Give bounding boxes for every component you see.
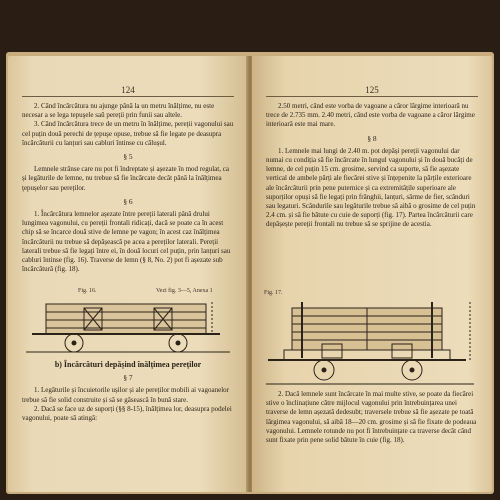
header-rule-left bbox=[22, 96, 234, 97]
figure-reference: Vezi fig. 3—5, Anexa 1 bbox=[156, 288, 213, 294]
figure-label: Fig. 16. bbox=[78, 288, 97, 294]
right-page bbox=[252, 56, 492, 492]
wagon-figure-17 bbox=[262, 300, 482, 386]
right-page-body-lower bbox=[266, 390, 478, 445]
section-marker: § 5 bbox=[123, 152, 133, 162]
left-page-body-lower bbox=[22, 358, 234, 423]
left-page bbox=[8, 56, 248, 492]
section-marker: § 6 bbox=[123, 196, 133, 206]
figure-label: Fig. 17. bbox=[264, 290, 283, 296]
page-number-left: 124 bbox=[121, 85, 135, 95]
wagon-figure-16 bbox=[22, 296, 234, 354]
page-number-right: 125 bbox=[365, 85, 379, 95]
section-marker: § 7 bbox=[123, 373, 133, 383]
paragraph: 1. Încărcătura lemnelor așezate între pereții laterali până drului lungimea vagonului, cu pereții frontali ridicați, dacă se poate ca în acest chip să se încarce două stive de lemne pe vagon; în acest caz înălțimea încărcăturii nu trebue să depășească pe acea a pereților laterali. Pereții laterali trebue să fie legați între ei, în două locuri cel puțin, prin lanțuri sau cabluri întinse (fig. 16). Traverse de lemn (§ 8, No. 2) pot fi așezate sub încărcătură (fig. 18). bbox=[22, 210, 231, 274]
paragraph: 3. Când încărcătura trece de un metru în înălțime, pereții vagonului sau cel puțin două perechi de țepuşe opuse, trebue să fie legate pe deasupra încărcăturii cu lanțuri sau cabluri întinse cu călușul. bbox=[22, 120, 234, 147]
paragraph: Lemnele strânse care nu pot fi îndreptate și așezate în mod regulat, ca și legăturile de lemne, nu trebue să fie încărcate decât până la înălțimea ţepușelor sau pereților. bbox=[22, 165, 229, 192]
paragraph: 1. Lemnele mai lungi de 2.40 m. pot depăși pereții vagonului dar numai cu condiția să fie încărcate în lungul vagonului și în două bucăți de lemne, de cel puțin 15 cm. grosime, servind ca suporte, să fie așezate vertical de ambele părți ale fiecărei stive și înțepenite la părțile exterioare ale încărcăturii prin pene puternice și ca extremitățile superioare ale suporților opuși să fie legați prin frânghii, lanțuri, sârme de fier, scânduri sau legaturi. Scândurile sau legăturile trebue să aibă o grosime de cel puțin 2.4 cm. și să fie bătute cu cuie de suporți (fig. 17). Partea încărcăturii care depășește pereții frontali nu trebue să se sprijine de acestia. bbox=[266, 146, 476, 229]
section-heading: b) Încărcături depășind înălțimea pereților bbox=[54, 360, 202, 369]
left-page-body bbox=[22, 102, 234, 274]
right-page-body bbox=[266, 102, 478, 230]
paragraph: 2. Când încărcătura nu ajunge până la un metru înălțime, nu este necesar a se lega tepuşele saŭ pereții prin funii sau altele. bbox=[22, 102, 215, 120]
paragraph: 2. Dacă lemnele sunt încărcate în mai multe stive, se poate da fiecărei stive o înclinațiune către mijlocul vagonului prin întrebuințarea unei traverse de lemn așezată dedesubt; traversele trebue să fie așezate pe toată lărgimea vagonului, să aibă 18—20 cm. grosime și să fie fixate de podeaua vagonului. Lemnele rotunde nu pot fi întrebuințate ca traverse decât când sunt fixate prin pene solid bătute în cuie (fig. 18). bbox=[266, 390, 477, 445]
paragraph: 2. Dacă se face uz de suporți (§§ 8-15), înălțimea lor, deasupra podelei vagonului, poate să atingă: bbox=[22, 404, 232, 423]
paragraph: 1. Legăturile și încuietorile ușilor și ale pereților mobili ai vagoanelor trebue să fie solid construite și să se găsească în bună stare. bbox=[22, 386, 229, 404]
section-marker: § 8 bbox=[367, 133, 377, 143]
header-rule-right bbox=[266, 96, 478, 97]
paragraph: 2.50 metri, când este vorba de vagoane a căror lărgime interioară nu trece de 2.735 mm. 2.40 metri, când este vorba de vagoane a căror lărgime interioară este mai mare. bbox=[266, 102, 475, 129]
